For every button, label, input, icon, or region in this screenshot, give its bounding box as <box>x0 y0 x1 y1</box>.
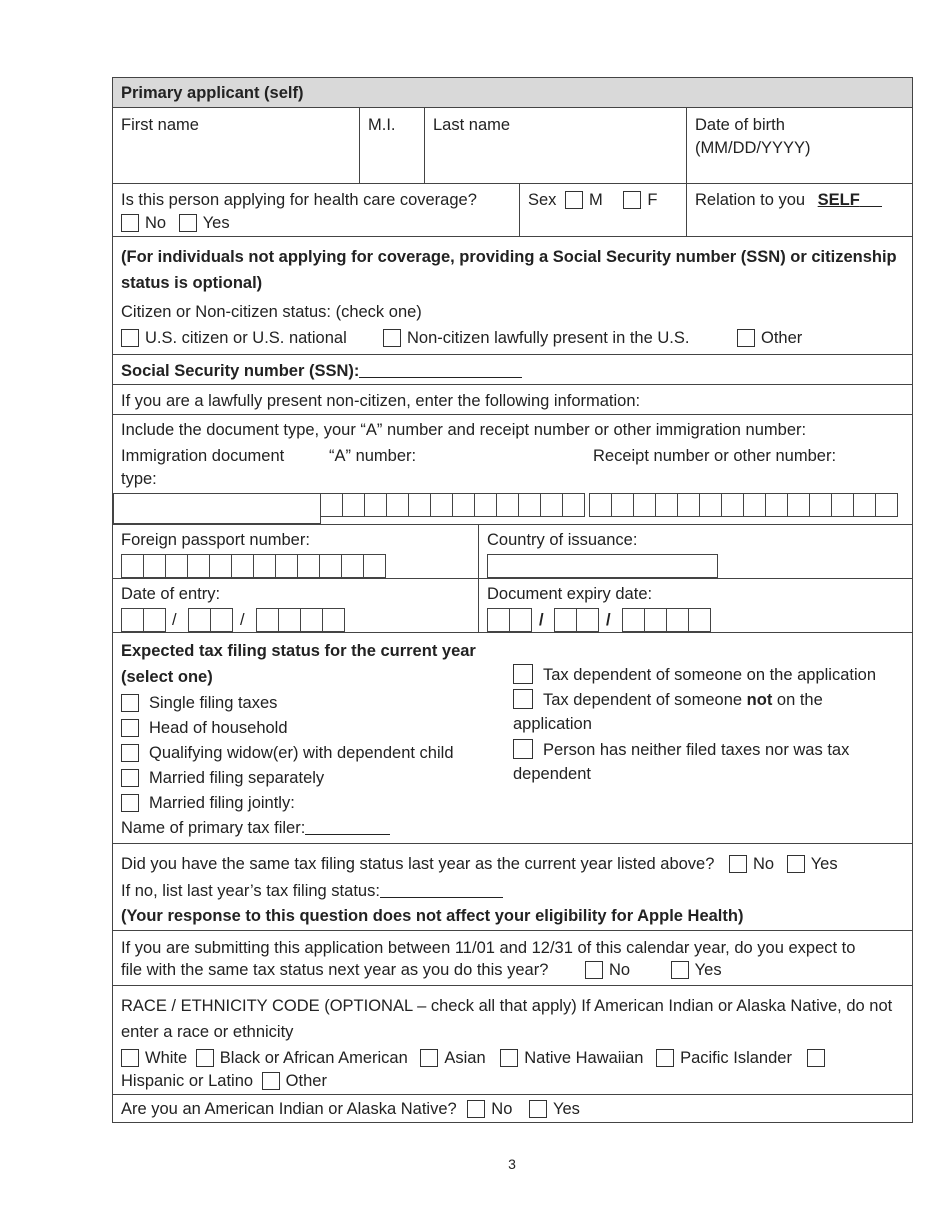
ssn-input-line[interactable] <box>359 363 522 378</box>
entry-day-boxes[interactable] <box>188 608 233 632</box>
ssn-label: Social Security number (SSN): <box>121 362 360 380</box>
coverage-yes-label: Yes <box>202 214 230 232</box>
relation-field <box>695 190 882 210</box>
neither-checkbox[interactable] <box>513 739 533 759</box>
race-black-checkbox[interactable] <box>196 1049 214 1067</box>
native-row <box>113 1095 912 1123</box>
primary-filer-input[interactable] <box>305 820 390 835</box>
last-year-row <box>113 844 912 931</box>
next-year-row <box>113 931 912 986</box>
last-name-label: Last name <box>433 116 511 134</box>
native-question: Are you an American Indian or Alaska Native? <box>121 1100 457 1118</box>
section-header <box>113 78 912 108</box>
last-year-yes-checkbox[interactable] <box>787 855 805 873</box>
country-input[interactable] <box>487 554 718 578</box>
sex-field <box>528 190 657 210</box>
country-label: Country of issuance: <box>487 531 638 549</box>
dob-format: (MM/DD/YYYY) <box>695 139 811 157</box>
citizen-option-us <box>121 328 347 348</box>
expiry-day-boxes[interactable] <box>554 608 599 632</box>
ssn-optional-note-line1: (For individuals not applying for coverage, providing a Social Security number (SSN) or citizenship <box>121 248 897 266</box>
dependent-on-app-checkbox[interactable] <box>513 664 533 684</box>
citizen-option-other <box>737 328 802 348</box>
coverage-yes-checkbox[interactable] <box>179 214 197 232</box>
passport-row <box>113 525 912 579</box>
race-hispanic-label: Hispanic or Latino <box>121 1072 254 1090</box>
race-options-line2 <box>121 1071 327 1091</box>
sex-cell <box>519 184 686 236</box>
single-label: Single filing taxes <box>149 694 278 712</box>
citizenship-row <box>113 237 912 355</box>
expiry-date-label: Document expiry date: <box>487 585 653 603</box>
sex-female-checkbox[interactable] <box>623 191 641 209</box>
citizen-option-noncitizen <box>383 328 689 348</box>
race-black-label: Black or African American <box>219 1049 408 1067</box>
sex-label: Sex <box>528 191 557 209</box>
entry-date-label: Date of entry: <box>121 585 221 603</box>
next-year-question: file with the same tax status next year as you do this year? <box>121 961 549 979</box>
expiry-year-boxes[interactable] <box>622 608 711 632</box>
dependent-not-label-line2: application <box>513 715 592 733</box>
last-year-no-label: No <box>753 855 775 873</box>
receipt-number-boxes[interactable] <box>589 493 898 517</box>
race-hawaiian-label: Native Hawaiian <box>524 1049 644 1067</box>
race-white-checkbox[interactable] <box>121 1049 139 1067</box>
last-year-status-input[interactable] <box>380 883 503 898</box>
native-no-label: No <box>491 1100 513 1118</box>
native-no-checkbox[interactable] <box>467 1100 485 1118</box>
tax-status-title-line1: Expected tax filing status for the current year <box>121 642 476 660</box>
race-pacific-label: Pacific Islander <box>680 1049 792 1067</box>
last-name-cell[interactable] <box>424 108 686 183</box>
last-year-question: Did you have the same tax filing status last year as the current year listed above? <box>121 855 715 873</box>
a-number-boxes[interactable] <box>320 493 585 517</box>
tax-option-dependent-not <box>513 689 823 710</box>
doc-type-input[interactable] <box>113 493 321 524</box>
coverage-options <box>121 213 230 233</box>
next-year-no-label: No <box>608 961 631 979</box>
other-status-checkbox[interactable] <box>737 329 755 347</box>
citizen-status-label: Citizen or Non-citizen status: (check one) <box>121 303 422 321</box>
noncitizen-intro-row <box>113 385 912 415</box>
race-hawaiian-checkbox[interactable] <box>500 1049 518 1067</box>
coverage-question: Is this person applying for health care coverage? <box>121 191 477 209</box>
dates-row <box>113 579 912 633</box>
primary-applicant-form <box>112 77 913 1123</box>
receipt-number-label: Receipt number or other number: <box>593 447 837 465</box>
race-instructions-line1: RACE / ETHNICITY CODE (OPTIONAL – check all that apply) If American Indian or Alaska Native, do not <box>121 997 893 1015</box>
middle-initial-cell[interactable] <box>359 108 424 183</box>
dependent-not-label-pre: Tax dependent of someone <box>543 691 747 709</box>
head-of-household-checkbox[interactable] <box>121 719 139 737</box>
coverage-no-label: No <box>145 214 167 232</box>
separately-label: Married filing separately <box>149 769 325 787</box>
expiry-slash-1: / <box>539 611 544 629</box>
noncitizen-checkbox[interactable] <box>383 329 401 347</box>
last-year-no-checkbox[interactable] <box>729 855 747 873</box>
a-number-label: “A” number: <box>329 447 417 465</box>
expiry-slash-2: / <box>606 611 611 629</box>
native-yes-label: Yes <box>552 1100 580 1118</box>
date-of-birth-cell[interactable] <box>686 108 912 183</box>
race-hispanic-checkbox[interactable] <box>807 1049 825 1067</box>
neither-label-line2: dependent <box>513 765 591 783</box>
ssn-field <box>121 361 522 381</box>
immigration-row <box>113 415 912 525</box>
dependent-not-label-post: on the <box>772 691 823 709</box>
next-year-question-line2 <box>121 960 722 980</box>
sex-female-label: F <box>647 191 658 209</box>
tax-option-widow <box>121 743 454 763</box>
separately-checkbox[interactable] <box>121 769 139 787</box>
tax-option-neither <box>513 739 849 760</box>
entry-year-boxes[interactable] <box>256 608 345 632</box>
relation-value: SELF <box>817 191 860 209</box>
last-year-status-label: If no, list last year’s tax filing status: <box>121 882 380 900</box>
race-other-checkbox[interactable] <box>262 1072 280 1090</box>
noncitizen-intro: If you are a lawfully present non-citizen, enter the following information: <box>121 392 641 410</box>
eligibility-note: (Your response to this question does not affect your eligibility for Apple Health) <box>121 907 744 925</box>
race-instructions-line2: enter a race or ethnicity <box>121 1023 294 1041</box>
entry-slash-1: / <box>172 611 177 629</box>
next-year-yes-checkbox[interactable] <box>671 961 689 979</box>
primary-filer-field <box>121 818 390 838</box>
next-year-question-line1: If you are submitting this application between 11/01 and 12/31 of this calendar year, do you expect to <box>121 939 856 957</box>
us-citizen-checkbox[interactable] <box>121 329 139 347</box>
native-question-line <box>121 1099 580 1119</box>
widow-checkbox[interactable] <box>121 744 139 762</box>
jointly-label: Married filing jointly: <box>149 794 295 812</box>
name-row <box>113 108 912 184</box>
tax-option-dependent-on <box>513 664 876 685</box>
relation-underline <box>860 192 882 207</box>
coverage-no-checkbox[interactable] <box>121 214 139 232</box>
race-row <box>113 986 912 1095</box>
tax-status-row <box>113 633 912 844</box>
middle-initial-label: M.I. <box>368 116 396 134</box>
first-name-cell[interactable] <box>113 108 359 183</box>
entry-month-boxes[interactable] <box>121 608 166 632</box>
expiry-date-cell <box>478 579 912 632</box>
ssn-row <box>113 355 912 385</box>
entry-date-cell <box>113 579 478 632</box>
coverage-cell <box>113 184 519 236</box>
widow-label: Qualifying widow(er) with dependent child <box>149 744 454 762</box>
last-year-yes-label: Yes <box>810 855 838 873</box>
sex-male-label: M <box>589 191 603 209</box>
race-pacific-checkbox[interactable] <box>656 1049 674 1067</box>
race-asian-checkbox[interactable] <box>420 1049 438 1067</box>
last-year-question-line <box>121 854 838 874</box>
neither-label-line1: Person has neither filed taxes nor was tax <box>543 741 850 759</box>
passport-number-boxes[interactable] <box>121 554 386 578</box>
immigration-instructions: Include the document type, your “A” number and receipt number or other immigration number: <box>121 421 807 439</box>
country-cell <box>478 525 912 578</box>
dependent-not-on-app-checkbox[interactable] <box>513 689 533 709</box>
passport-label: Foreign passport number: <box>121 531 310 549</box>
relation-label: Relation to you <box>695 191 806 209</box>
tax-status-title-line2: (select one) <box>121 668 213 686</box>
tax-option-head <box>121 718 288 738</box>
single-checkbox[interactable] <box>121 694 139 712</box>
section-title: Primary applicant (self) <box>121 84 304 102</box>
next-year-no-checkbox[interactable] <box>585 961 603 979</box>
dob-label: Date of birth <box>695 116 785 134</box>
expiry-month-boxes[interactable] <box>487 608 532 632</box>
race-asian-label: Asian <box>444 1049 486 1067</box>
race-options-line1 <box>121 1048 831 1068</box>
passport-cell <box>113 525 478 578</box>
relation-cell <box>686 184 912 236</box>
first-name-label: First name <box>121 116 199 134</box>
entry-slash-2: / <box>240 611 245 629</box>
us-citizen-label: U.S. citizen or U.S. national <box>145 329 347 347</box>
page-number: 3 <box>508 1156 516 1172</box>
other-status-label: Other <box>761 329 803 347</box>
tax-option-single <box>121 693 277 713</box>
noncitizen-label: Non-citizen lawfully present in the U.S. <box>407 329 690 347</box>
ssn-optional-note-line2: status is optional) <box>121 274 263 292</box>
coverage-row <box>113 184 912 237</box>
sex-male-checkbox[interactable] <box>565 191 583 209</box>
native-yes-checkbox[interactable] <box>529 1100 547 1118</box>
next-year-yes-label: Yes <box>694 961 722 979</box>
tax-option-jointly <box>121 793 295 813</box>
head-of-household-label: Head of household <box>149 719 288 737</box>
race-white-label: White <box>145 1049 188 1067</box>
last-year-status-field <box>121 881 503 901</box>
doc-type-label-line1: Immigration document <box>121 447 285 465</box>
race-other-label: Other <box>285 1072 327 1090</box>
primary-filer-label: Name of primary tax filer: <box>121 819 306 837</box>
doc-type-label-line2: type: <box>121 470 157 488</box>
dependent-not-label-bold: not <box>746 691 773 709</box>
tax-option-separately <box>121 768 324 788</box>
dependent-on-app-label: Tax dependent of someone on the application <box>543 666 876 684</box>
jointly-checkbox[interactable] <box>121 794 139 812</box>
